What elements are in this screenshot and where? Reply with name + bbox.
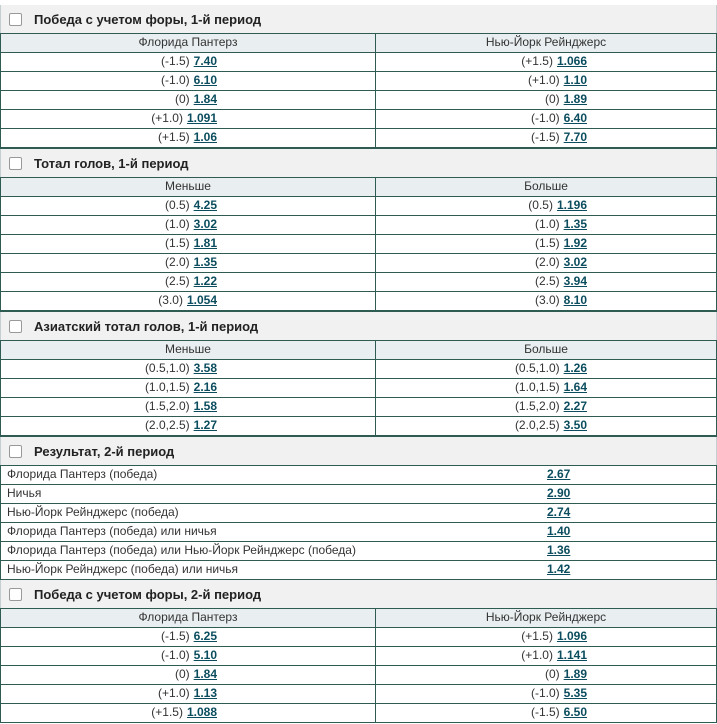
right-outcome [375, 254, 717, 272]
right-odds-link[interactable]: 2.27 [563, 399, 587, 413]
odds-table [0, 608, 717, 723]
column-headers [0, 33, 717, 52]
left-outcome [0, 91, 375, 109]
column-headers [0, 340, 717, 359]
left-odds-link[interactable]: 1.088 [186, 705, 217, 719]
left-line: (+1.5) [151, 705, 183, 719]
right-outcome [375, 360, 717, 378]
right-outcome [375, 398, 717, 416]
left-odds-link[interactable]: 1.81 [193, 236, 217, 250]
result-row [0, 522, 717, 541]
right-outcome [375, 129, 717, 147]
right-outcome [375, 235, 717, 253]
left-outcome [0, 398, 375, 416]
market-title: Победа с учетом форы, 2-й период [34, 587, 262, 602]
result-row [0, 560, 717, 579]
right-line: (2.0,2.5) [514, 418, 560, 432]
left-line: (3.0) [158, 293, 183, 307]
table-row [0, 397, 717, 416]
right-outcome [375, 91, 717, 109]
left-odds-link[interactable]: 7.40 [193, 54, 217, 68]
left-odds-link[interactable]: 1.054 [186, 293, 217, 307]
right-odds-link[interactable]: 1.64 [563, 380, 587, 394]
table-row [0, 52, 717, 71]
left-odds-link[interactable]: 4.25 [193, 198, 217, 212]
result-row [0, 541, 717, 560]
odds-table [0, 340, 717, 436]
left-team-header: Флорида Пантерз [0, 609, 375, 627]
left-outcome [0, 53, 375, 71]
over-header: Больше [375, 178, 717, 196]
market-checkbox[interactable] [9, 13, 22, 26]
result-outcome-label: Флорида Пантерз (победа) или Нью-Йорк Рейнджерс (победа) [0, 542, 527, 560]
right-line: (1.5) [534, 236, 560, 250]
table-row [0, 291, 717, 310]
left-line: (0) [174, 92, 190, 106]
left-odds-link[interactable]: 5.10 [193, 648, 217, 662]
result-outcome-label: Ничья [0, 485, 527, 503]
right-odds-link[interactable]: 1.35 [563, 217, 587, 231]
right-odds-link[interactable]: 1.141 [556, 648, 587, 662]
table-row [0, 196, 717, 215]
left-odds-link[interactable]: 1.06 [193, 130, 217, 144]
left-outcome [0, 72, 375, 90]
right-outcome [375, 292, 717, 310]
left-line: (+1.0) [151, 111, 183, 125]
right-odds-link[interactable]: 1.92 [563, 236, 587, 250]
right-line: (+1.0) [521, 648, 553, 662]
right-odds-link[interactable]: 1.066 [556, 54, 587, 68]
table-row [0, 272, 717, 291]
right-line: (-1.0) [530, 111, 560, 125]
right-odds-link[interactable]: 1.26 [563, 361, 587, 375]
left-line: (2.5) [164, 274, 190, 288]
left-line: (2.0) [164, 255, 190, 269]
left-outcome [0, 685, 375, 703]
left-odds-link[interactable]: 1.27 [193, 418, 217, 432]
table-row [0, 128, 717, 147]
left-odds-link[interactable]: 3.02 [193, 217, 217, 231]
table-row [0, 378, 717, 397]
market-total-period-1 [0, 148, 717, 311]
left-outcome [0, 254, 375, 272]
left-odds-link[interactable]: 1.13 [193, 686, 217, 700]
result-odds-link[interactable]: 1.42 [547, 562, 571, 576]
left-outcome [0, 235, 375, 253]
right-odds-link[interactable]: 3.02 [563, 255, 587, 269]
result-list [0, 465, 717, 579]
table-row [0, 234, 717, 253]
left-line: (1.0,1.5) [144, 380, 190, 394]
result-outcome-label: Флорида Пантерз (победа) или ничья [0, 523, 527, 541]
left-odds-link[interactable]: 1.58 [193, 399, 217, 413]
left-line: (0.5) [164, 198, 190, 212]
left-outcome [0, 292, 375, 310]
right-outcome [375, 417, 717, 435]
left-line: (0.5,1.0) [144, 361, 190, 375]
right-line: (0) [544, 667, 560, 681]
result-odds-link[interactable]: 2.74 [547, 505, 571, 519]
right-line: (2.5) [534, 274, 560, 288]
market-header [0, 437, 717, 465]
right-odds-link[interactable]: 8.10 [563, 293, 587, 307]
right-odds-link[interactable]: 7.70 [563, 130, 587, 144]
market-title: Победа с учетом форы, 1-й период [34, 12, 262, 27]
market-result-period-2 [0, 436, 717, 579]
column-headers [0, 608, 717, 627]
left-outcome [0, 704, 375, 722]
right-line: (2.0) [534, 255, 560, 269]
right-team-header: Нью-Йорк Рейнджерс [375, 34, 717, 52]
result-outcome-label: Флорида Пантерз (победа) [0, 466, 527, 484]
table-row [0, 703, 717, 722]
left-line: (-1.5) [160, 54, 190, 68]
left-outcome [0, 360, 375, 378]
table-row [0, 646, 717, 665]
table-row [0, 109, 717, 128]
left-line: (+1.0) [157, 686, 190, 700]
right-outcome [375, 647, 717, 665]
right-odds-link[interactable]: 1.196 [556, 198, 587, 212]
right-outcome [375, 685, 717, 703]
left-outcome [0, 417, 375, 435]
right-line: (1.0,1.5) [514, 380, 560, 394]
result-row [0, 465, 717, 484]
right-odds-link[interactable]: 3.94 [563, 274, 587, 288]
right-line: (0.5,1.0) [514, 361, 560, 375]
left-outcome [0, 110, 375, 128]
right-line: (0) [544, 92, 560, 106]
right-odds-link[interactable]: 5.35 [563, 686, 587, 700]
odds-table [0, 177, 717, 311]
market-checkbox[interactable] [9, 588, 22, 601]
result-odds-link[interactable]: 1.36 [547, 543, 571, 557]
table-row [0, 359, 717, 378]
column-headers [0, 177, 717, 196]
left-line: (-1.5) [160, 629, 190, 643]
table-row [0, 416, 717, 435]
result-outcome-label: Нью-Йорк Рейнджерс (победа) [0, 504, 527, 522]
result-odds-link[interactable]: 1.40 [547, 524, 571, 538]
result-outcome-label: Нью-Йорк Рейнджерс (победа) или ничья [0, 561, 527, 579]
result-row [0, 484, 717, 503]
market-title: Азиатский тотал голов, 1-й период [34, 319, 259, 334]
left-odds-link[interactable]: 6.25 [193, 629, 217, 643]
right-line: (-1.5) [530, 705, 560, 719]
right-outcome [375, 628, 717, 646]
table-row [0, 90, 717, 109]
right-odds-link[interactable]: 1.89 [563, 92, 587, 106]
market-header [0, 149, 717, 177]
left-odds-link[interactable]: 1.84 [193, 92, 217, 106]
market-checkbox[interactable] [9, 320, 22, 333]
right-line: (0.5) [528, 198, 553, 212]
over-header: Больше [375, 341, 717, 359]
right-line: (1.0) [534, 217, 560, 231]
right-line: (1.5,2.0) [514, 399, 560, 413]
left-line: (1.5,2.0) [144, 399, 190, 413]
right-outcome [375, 704, 717, 722]
table-row [0, 253, 717, 272]
right-line: (+1.5) [521, 54, 553, 68]
left-odds-link[interactable]: 1.22 [193, 274, 217, 288]
right-line: (-1.5) [530, 130, 560, 144]
market-title: Результат, 2-й период [34, 444, 175, 459]
right-odds-link[interactable]: 1.096 [556, 629, 587, 643]
table-row [0, 215, 717, 234]
under-header: Меньше [0, 341, 375, 359]
result-odds-link[interactable]: 2.90 [547, 486, 571, 500]
right-odds-link[interactable]: 6.50 [563, 705, 587, 719]
result-odds-link[interactable]: 2.67 [547, 467, 571, 481]
left-odds-link[interactable]: 3.58 [193, 361, 217, 375]
right-odds-link[interactable]: 6.40 [563, 111, 587, 125]
left-line: (-1.0) [160, 73, 190, 87]
right-line: (+1.0) [527, 73, 560, 87]
left-line: (1.0) [164, 217, 190, 231]
right-outcome [375, 273, 717, 291]
left-outcome [0, 129, 375, 147]
right-team-header: Нью-Йорк Рейнджерс [375, 609, 717, 627]
odds-table [0, 33, 717, 148]
table-row [0, 665, 717, 684]
left-line: (+1.5) [157, 130, 190, 144]
table-row [0, 71, 717, 90]
market-checkbox[interactable] [9, 157, 22, 170]
right-outcome [375, 53, 717, 71]
right-odds-link[interactable]: 3.50 [563, 418, 587, 432]
market-header [0, 5, 717, 33]
left-line: (1.5) [164, 236, 190, 250]
left-outcome [0, 628, 375, 646]
market-checkbox[interactable] [9, 445, 22, 458]
left-odds-link[interactable]: 1.35 [193, 255, 217, 269]
left-outcome [0, 666, 375, 684]
left-team-header: Флорида Пантерз [0, 34, 375, 52]
right-outcome [375, 197, 717, 215]
result-row [0, 503, 717, 522]
right-line: (-1.0) [530, 686, 560, 700]
right-outcome [375, 110, 717, 128]
right-line: (+1.5) [521, 629, 553, 643]
right-odds-link[interactable]: 1.10 [563, 73, 587, 87]
left-line: (-1.0) [160, 648, 190, 662]
left-odds-link[interactable]: 6.10 [193, 73, 217, 87]
left-outcome [0, 197, 375, 215]
table-row [0, 684, 717, 703]
right-outcome [375, 666, 717, 684]
left-odds-link[interactable]: 1.091 [186, 111, 217, 125]
market-header [0, 580, 717, 608]
left-line: (0) [174, 667, 190, 681]
market-header [0, 312, 717, 340]
left-outcome [0, 647, 375, 665]
market-handicap-period-1 [0, 5, 717, 148]
table-row [0, 627, 717, 646]
right-outcome [375, 216, 717, 234]
market-asian-total-period-1 [0, 311, 717, 436]
right-line: (3.0) [534, 293, 560, 307]
right-outcome [375, 72, 717, 90]
market-title: Тотал голов, 1-й период [34, 156, 189, 171]
left-odds-link[interactable]: 2.16 [193, 380, 217, 394]
under-header: Меньше [0, 178, 375, 196]
left-outcome [0, 216, 375, 234]
right-outcome [375, 379, 717, 397]
left-line: (2.0,2.5) [144, 418, 190, 432]
left-odds-link[interactable]: 1.84 [193, 667, 217, 681]
left-outcome [0, 379, 375, 397]
right-odds-link[interactable]: 1.89 [563, 667, 587, 681]
market-handicap-period-2 [0, 579, 717, 723]
left-outcome [0, 273, 375, 291]
